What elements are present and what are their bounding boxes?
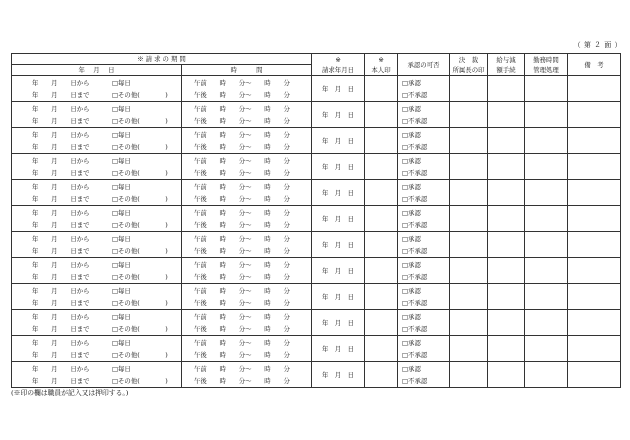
- approve-checkbox[interactable]: □承認: [402, 156, 421, 165]
- time-am: 午前 時 分～ 時 分: [194, 130, 290, 139]
- date-from: 年 月 日から: [32, 182, 90, 191]
- time-range-cell[interactable]: [182, 362, 312, 388]
- attendance-cell[interactable]: [525, 362, 568, 388]
- remarks-cell[interactable]: [568, 284, 621, 310]
- other-checkbox[interactable]: □その他( ): [112, 91, 168, 100]
- time-range-cell[interactable]: [182, 336, 312, 362]
- request-date-cell[interactable]: 年 月 日: [312, 206, 365, 232]
- time-pm: 午後 時 分～ 時 分: [194, 169, 290, 178]
- reject-checkbox[interactable]: □不承認: [402, 143, 428, 152]
- decision-cell[interactable]: [450, 336, 488, 362]
- approve-checkbox[interactable]: □承認: [402, 208, 421, 217]
- decision-cell[interactable]: [450, 362, 488, 388]
- date-to: 年 月 日まで: [32, 221, 90, 230]
- remarks-cell[interactable]: [568, 232, 621, 258]
- time-range-cell[interactable]: [182, 284, 312, 310]
- daily-checkbox[interactable]: □毎日: [112, 364, 131, 373]
- remarks-header: 備 考: [568, 54, 621, 76]
- time-range-cell[interactable]: [182, 206, 312, 232]
- reject-checkbox[interactable]: □不承認: [402, 299, 428, 308]
- approve-checkbox[interactable]: □承認: [402, 78, 421, 87]
- date-from: 年 月 日から: [32, 286, 90, 295]
- other-checkbox[interactable]: □その他( ): [112, 377, 168, 386]
- request-date-cell[interactable]: 年 月 日: [312, 258, 365, 284]
- request-date-cell[interactable]: 年 月 日: [312, 362, 365, 388]
- approval-cell[interactable]: [398, 284, 450, 310]
- salary-cell[interactable]: [488, 232, 525, 258]
- date-from: 年 月 日から: [32, 260, 90, 269]
- request-form-table: [11, 53, 621, 388]
- table-row: [12, 336, 621, 362]
- time-range-cell[interactable]: [182, 154, 312, 180]
- date-range-cell[interactable]: [12, 128, 182, 154]
- decision-cell[interactable]: [450, 128, 488, 154]
- date-to: 年 月 日まで: [32, 325, 90, 334]
- table-row: [12, 258, 621, 284]
- date-range-cell[interactable]: [12, 284, 182, 310]
- other-checkbox[interactable]: □その他( ): [112, 351, 168, 360]
- approve-checkbox[interactable]: □承認: [402, 130, 421, 139]
- other-checkbox[interactable]: □その他( ): [112, 221, 168, 230]
- other-checkbox[interactable]: □その他( ): [112, 299, 168, 308]
- approval-header: 承認の可否: [398, 54, 450, 76]
- request-date-cell[interactable]: 年 月 日: [312, 284, 365, 310]
- reject-checkbox[interactable]: □不承認: [402, 377, 428, 386]
- attendance-cell[interactable]: [525, 180, 568, 206]
- remarks-cell[interactable]: [568, 206, 621, 232]
- salary-cell[interactable]: [488, 154, 525, 180]
- date-range-cell[interactable]: [12, 232, 182, 258]
- applicant-seal-cell[interactable]: [365, 310, 398, 336]
- daily-checkbox[interactable]: □毎日: [112, 156, 131, 165]
- applicant-seal-cell[interactable]: [365, 76, 398, 102]
- date-from: 年 月 日から: [32, 104, 90, 113]
- date-range-cell[interactable]: [12, 336, 182, 362]
- approval-cell[interactable]: [398, 180, 450, 206]
- form-rows: [12, 76, 621, 388]
- request-date-cell[interactable]: 年 月 日: [312, 76, 365, 102]
- decision-cell[interactable]: [450, 154, 488, 180]
- time-range-cell[interactable]: [182, 258, 312, 284]
- reject-checkbox[interactable]: □不承認: [402, 273, 428, 282]
- time-range-cell[interactable]: [182, 232, 312, 258]
- approval-cell[interactable]: [398, 154, 450, 180]
- time-am: 午前 時 分～ 時 分: [194, 286, 290, 295]
- table-row: [12, 128, 621, 154]
- time-range-cell[interactable]: [182, 102, 312, 128]
- time-am: 午前 時 分～ 時 分: [194, 104, 290, 113]
- time-pm: 午後 時 分～ 時 分: [194, 351, 290, 360]
- request-date-cell[interactable]: 年 月 日: [312, 336, 365, 362]
- approve-checkbox[interactable]: □承認: [402, 286, 421, 295]
- time-pm: 午後 時 分～ 時 分: [194, 117, 290, 126]
- attendance-header: 勤務時間 管理処理: [525, 54, 568, 76]
- remarks-cell[interactable]: [568, 336, 621, 362]
- approval-cell[interactable]: [398, 258, 450, 284]
- time-am: 午前 時 分～ 時 分: [194, 312, 290, 321]
- date-from: 年 月 日から: [32, 364, 90, 373]
- table-row: [12, 310, 621, 336]
- daily-checkbox[interactable]: □毎日: [112, 130, 131, 139]
- attendance-cell[interactable]: [525, 258, 568, 284]
- other-checkbox[interactable]: □その他( ): [112, 117, 168, 126]
- time-pm: 午後 時 分～ 時 分: [194, 143, 290, 152]
- date-to: 年 月 日まで: [32, 273, 90, 282]
- reject-checkbox[interactable]: □不承認: [402, 117, 428, 126]
- time-pm: 午後 時 分～ 時 分: [194, 247, 290, 256]
- applicant-seal-cell[interactable]: [365, 284, 398, 310]
- approve-checkbox[interactable]: □承認: [402, 104, 421, 113]
- daily-checkbox[interactable]: □毎日: [112, 208, 131, 217]
- approval-cell[interactable]: [398, 362, 450, 388]
- applicant-seal-cell[interactable]: [365, 206, 398, 232]
- table-row: [12, 206, 621, 232]
- time-pm: 午後 時 分～ 時 分: [194, 91, 290, 100]
- reject-checkbox[interactable]: □不承認: [402, 351, 428, 360]
- applicant-seal-cell[interactable]: [365, 128, 398, 154]
- table-row: [12, 154, 621, 180]
- time-pm: 午後 時 分～ 時 分: [194, 221, 290, 230]
- salary-cell[interactable]: [488, 336, 525, 362]
- daily-checkbox[interactable]: □毎日: [112, 234, 131, 243]
- salary-cell[interactable]: [488, 128, 525, 154]
- time-am: 午前 時 分～ 時 分: [194, 234, 290, 243]
- time-subheader: 時 間: [182, 65, 312, 76]
- approve-checkbox[interactable]: □承認: [402, 260, 421, 269]
- time-am: 午前 時 分～ 時 分: [194, 156, 290, 165]
- date-range-cell[interactable]: [12, 180, 182, 206]
- time-range-cell[interactable]: [182, 310, 312, 336]
- time-range-cell[interactable]: [182, 128, 312, 154]
- other-checkbox[interactable]: □その他( ): [112, 195, 168, 204]
- remarks-cell[interactable]: [568, 180, 621, 206]
- reject-checkbox[interactable]: □不承認: [402, 91, 428, 100]
- time-am: 午前 時 分～ 時 分: [194, 260, 290, 269]
- approval-cell[interactable]: [398, 102, 450, 128]
- daily-checkbox[interactable]: □毎日: [112, 260, 131, 269]
- daily-checkbox[interactable]: □毎日: [112, 104, 131, 113]
- applicant-seal-cell[interactable]: [365, 180, 398, 206]
- applicant-seal-cell[interactable]: [365, 336, 398, 362]
- approve-checkbox[interactable]: □承認: [402, 182, 421, 191]
- attendance-cell[interactable]: [525, 76, 568, 102]
- salary-cell[interactable]: [488, 76, 525, 102]
- approve-checkbox[interactable]: □承認: [402, 234, 421, 243]
- request-date-cell[interactable]: 年 月 日: [312, 154, 365, 180]
- table-row: [12, 284, 621, 310]
- request-date-header: ※ 請求年月日: [312, 54, 365, 76]
- request-date-cell[interactable]: 年 月 日: [312, 102, 365, 128]
- salary-cell[interactable]: [488, 102, 525, 128]
- approval-cell[interactable]: [398, 232, 450, 258]
- decision-cell[interactable]: [450, 284, 488, 310]
- page-number-label: （ 第 ２ 面 ）: [573, 41, 622, 49]
- salary-cell[interactable]: [488, 310, 525, 336]
- remarks-cell[interactable]: [568, 102, 621, 128]
- approval-cell[interactable]: [398, 76, 450, 102]
- date-from: 年 月 日から: [32, 156, 90, 165]
- approve-checkbox[interactable]: □承認: [402, 312, 421, 321]
- remarks-cell[interactable]: [568, 154, 621, 180]
- approval-cell[interactable]: [398, 336, 450, 362]
- date-from: 年 月 日から: [32, 234, 90, 243]
- applicant-seal-cell[interactable]: [365, 102, 398, 128]
- date-to: 年 月 日まで: [32, 117, 90, 126]
- attendance-cell[interactable]: [525, 284, 568, 310]
- daily-checkbox[interactable]: □毎日: [112, 338, 131, 347]
- date-to: 年 月 日まで: [32, 169, 90, 178]
- decision-cell[interactable]: [450, 258, 488, 284]
- applicant-seal-cell[interactable]: [365, 362, 398, 388]
- other-checkbox[interactable]: □その他( ): [112, 325, 168, 334]
- decision-cell[interactable]: [450, 180, 488, 206]
- attendance-cell[interactable]: [525, 102, 568, 128]
- date-from: 年 月 日から: [32, 208, 90, 217]
- daily-checkbox[interactable]: □毎日: [112, 182, 131, 191]
- salary-cell[interactable]: [488, 258, 525, 284]
- date-range-cell[interactable]: [12, 102, 182, 128]
- date-range-cell[interactable]: [12, 76, 182, 102]
- reject-checkbox[interactable]: □不承認: [402, 325, 428, 334]
- date-to: 年 月 日まで: [32, 91, 90, 100]
- date-range-cell[interactable]: [12, 154, 182, 180]
- applicant-seal-header: ※ 本人印: [365, 54, 398, 76]
- reject-checkbox[interactable]: □不承認: [402, 247, 428, 256]
- daily-checkbox[interactable]: □毎日: [112, 312, 131, 321]
- daily-checkbox[interactable]: □毎日: [112, 78, 131, 87]
- date-range-cell[interactable]: [12, 206, 182, 232]
- time-pm: 午後 時 分～ 時 分: [194, 377, 290, 386]
- footer-note: (※印の欄は職員が記入又は押印する。): [11, 389, 129, 397]
- remarks-cell[interactable]: [568, 76, 621, 102]
- request-date-cell[interactable]: 年 月 日: [312, 310, 365, 336]
- other-checkbox[interactable]: □その他( ): [112, 169, 168, 178]
- table-row: [12, 232, 621, 258]
- time-range-cell[interactable]: [182, 76, 312, 102]
- decision-cell[interactable]: [450, 102, 488, 128]
- request-date-cell[interactable]: 年 月 日: [312, 180, 365, 206]
- table-row: [12, 180, 621, 206]
- attendance-cell[interactable]: [525, 232, 568, 258]
- other-checkbox[interactable]: □その他( ): [112, 143, 168, 152]
- attendance-cell[interactable]: [525, 310, 568, 336]
- date-to: 年 月 日まで: [32, 247, 90, 256]
- reject-checkbox[interactable]: □不承認: [402, 195, 428, 204]
- date-to: 年 月 日まで: [32, 143, 90, 152]
- reject-checkbox[interactable]: □不承認: [402, 221, 428, 230]
- applicant-seal-cell[interactable]: [365, 232, 398, 258]
- date-subheader: 年 月 日: [12, 65, 182, 76]
- date-to: 年 月 日まで: [32, 299, 90, 308]
- time-am: 午前 時 分～ 時 分: [194, 364, 290, 373]
- date-from: 年 月 日から: [32, 338, 90, 347]
- salary-cell[interactable]: [488, 180, 525, 206]
- salary-cell[interactable]: [488, 284, 525, 310]
- time-am: 午前 時 分～ 時 分: [194, 338, 290, 347]
- salary-header: 給与減 額手続: [488, 54, 525, 76]
- salary-cell[interactable]: [488, 362, 525, 388]
- decision-cell[interactable]: [450, 76, 488, 102]
- applicant-seal-cell[interactable]: [365, 258, 398, 284]
- date-range-cell[interactable]: [12, 258, 182, 284]
- date-from: 年 月 日から: [32, 312, 90, 321]
- table-row: [12, 76, 621, 102]
- remarks-cell[interactable]: [568, 362, 621, 388]
- table-row: [12, 102, 621, 128]
- date-range-cell[interactable]: [12, 310, 182, 336]
- decision-cell[interactable]: [450, 310, 488, 336]
- salary-cell[interactable]: [488, 206, 525, 232]
- date-from: 年 月 日から: [32, 78, 90, 87]
- remarks-cell[interactable]: [568, 128, 621, 154]
- decision-cell[interactable]: [450, 206, 488, 232]
- attendance-cell[interactable]: [525, 154, 568, 180]
- other-checkbox[interactable]: □その他( ): [112, 247, 168, 256]
- table-row: [12, 362, 621, 388]
- time-pm: 午後 時 分～ 時 分: [194, 325, 290, 334]
- time-am: 午前 時 分～ 時 分: [194, 78, 290, 87]
- daily-checkbox[interactable]: □毎日: [112, 286, 131, 295]
- date-to: 年 月 日まで: [32, 195, 90, 204]
- reject-checkbox[interactable]: □不承認: [402, 169, 428, 178]
- request-date-cell[interactable]: 年 月 日: [312, 128, 365, 154]
- remarks-cell[interactable]: [568, 258, 621, 284]
- attendance-cell[interactable]: [525, 128, 568, 154]
- time-am: 午前 時 分～ 時 分: [194, 208, 290, 217]
- period-header: ※ 請 求 の 期 間: [12, 54, 312, 65]
- date-range-cell[interactable]: [12, 362, 182, 388]
- approve-checkbox[interactable]: □承認: [402, 338, 421, 347]
- date-to: 年 月 日まで: [32, 351, 90, 360]
- applicant-seal-cell[interactable]: [365, 154, 398, 180]
- decision-header: 決 裁 所属長の印: [450, 54, 488, 76]
- time-pm: 午後 時 分～ 時 分: [194, 299, 290, 308]
- remarks-cell[interactable]: [568, 310, 621, 336]
- decision-cell[interactable]: [450, 232, 488, 258]
- time-range-cell[interactable]: [182, 180, 312, 206]
- time-pm: 午後 時 分～ 時 分: [194, 195, 290, 204]
- time-pm: 午後 時 分～ 時 分: [194, 273, 290, 282]
- date-to: 年 月 日まで: [32, 377, 90, 386]
- date-from: 年 月 日から: [32, 130, 90, 139]
- approve-checkbox[interactable]: □承認: [402, 364, 421, 373]
- other-checkbox[interactable]: □その他( ): [112, 273, 168, 282]
- approval-cell[interactable]: [398, 128, 450, 154]
- attendance-cell[interactable]: [525, 336, 568, 362]
- approval-cell[interactable]: [398, 310, 450, 336]
- approval-cell[interactable]: [398, 206, 450, 232]
- attendance-cell[interactable]: [525, 206, 568, 232]
- request-date-cell[interactable]: 年 月 日: [312, 232, 365, 258]
- time-am: 午前 時 分～ 時 分: [194, 182, 290, 191]
